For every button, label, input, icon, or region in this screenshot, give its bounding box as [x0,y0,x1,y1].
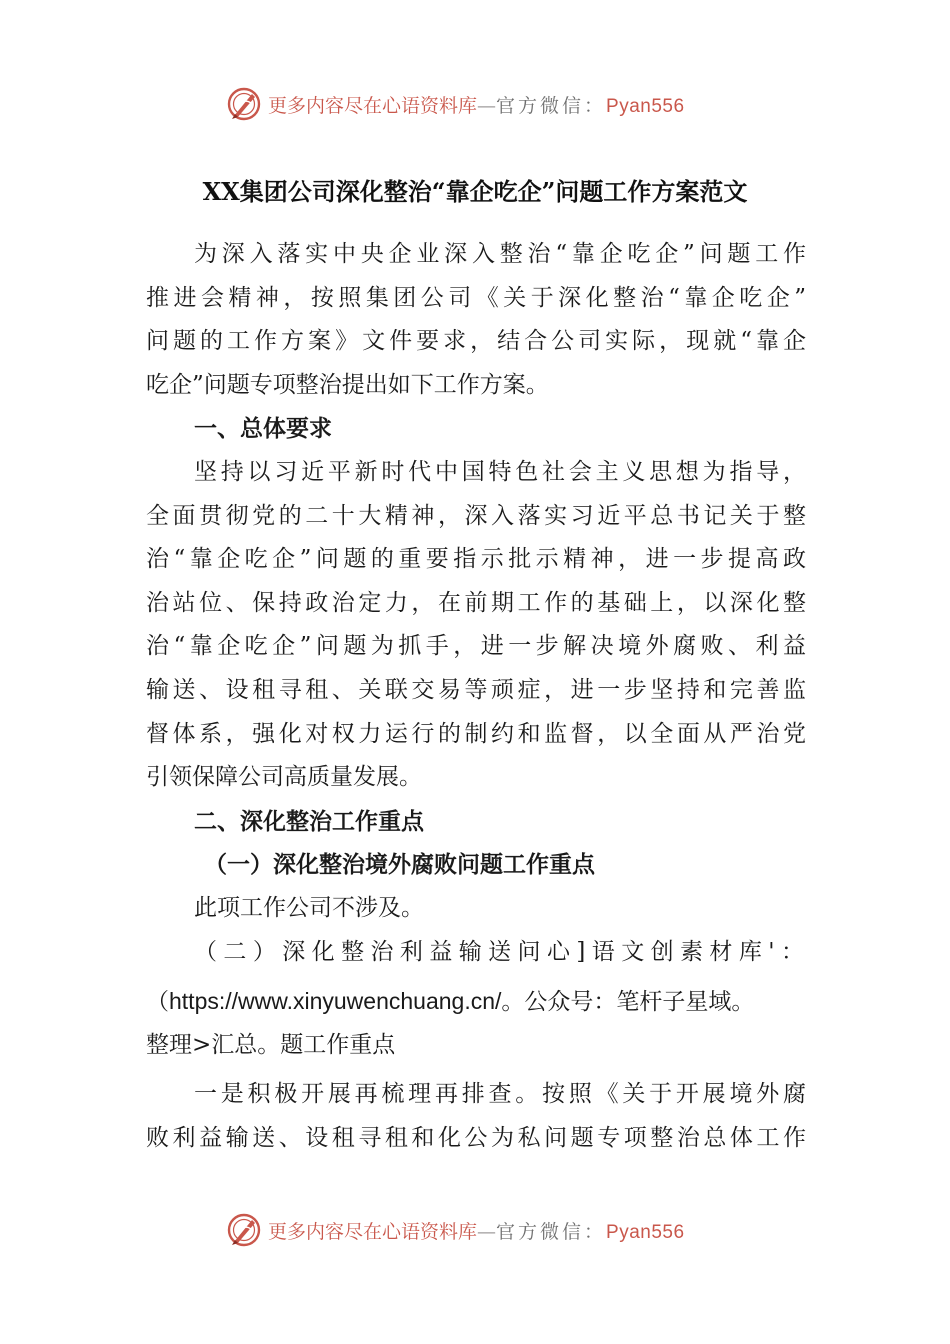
document-title: XX集团公司深化整治“靠企吃企”问题工作方案范文 [202,177,748,206]
subsection-text: 此项工作公司不涉及。 [194,894,424,921]
pen-circle-logo-icon [226,1212,262,1248]
banner-wechat-label: 官方微信： [496,95,607,117]
subsection-heading-tail: 整理>汇总。题工作重点 [146,1031,396,1058]
section-heading-overall: 一、总体要求 [194,415,332,443]
section1-line: 治“靠企吃企”问题为抓手，进一步解决境外腐败、利益 [146,633,806,660]
item1-line: 败利益输送、设租寻租和化公为私问题专项整治总体工作 [146,1124,806,1151]
banner-separator: — [477,95,497,117]
banner-separator: — [477,1221,497,1243]
section1-line: 坚持以习近平新时代中国特色社会主义思想为指导， [194,458,806,485]
header-banner [0,84,950,124]
intro-line: 为深入落实中央企业深入整治“靠企吃企”问题工作 [194,241,806,267]
intro-line: 问题的工作方案》文件要求，结合公司实际，现就“靠企 [146,328,806,355]
intro-line: 吃企”问题专项整治提出如下工作方案。 [146,371,549,398]
subsection-heading-overseas: （一）深化整治境外腐败问题工作重点 [204,851,595,879]
subsection-heading-interest: （二）深化整治利益输送问心]语文创素材库'： [194,938,806,965]
section1-line: 治“靠企吃企”问题的重要指示批示精神，进一步提高政 [146,546,806,573]
section1-line: 治站位、保持政治定力，在前期工作的基础上，以深化整 [146,589,806,616]
banner-wechat-id: Pyan556 [606,96,685,117]
section-heading-focus: 二、深化整治工作重点 [194,807,424,835]
section1-line: 督体系，强化对权力运行的制约和监督，以全面从严治党 [146,720,806,747]
item1-line: 一是积极开展再梳理再排查。按照《关于开展境外腐 [194,1081,806,1108]
footer-banner [0,1210,950,1250]
watermark-link-line: （https://www.xinyuwenchuang.cn/。公众号：笔杆子星域。 [146,988,755,1015]
banner-slogan [268,91,685,118]
intro-line: 推进会精神，按照集团公司《关于深化整治“靠企吃企” [146,284,806,311]
document-body [146,233,806,1160]
banner-wechat-label: 官方微信： [496,1221,607,1243]
section1-line: 输送、设租寻租、关联交易等顽症，进一步坚持和完善监 [146,676,806,703]
section1-line: 引领保障公司高质量发展。 [146,764,422,791]
banner-wechat-id: Pyan556 [606,1222,685,1243]
section1-line: 全面贯彻党的二十大精神，深入落实习近平总书记关于整 [146,502,806,529]
banner-main-text: 更多内容尽在心语资料库 [268,95,478,117]
banner-slogan [268,1217,685,1244]
pen-circle-logo-icon [226,86,262,122]
banner-main-text: 更多内容尽在心语资料库 [268,1221,478,1243]
